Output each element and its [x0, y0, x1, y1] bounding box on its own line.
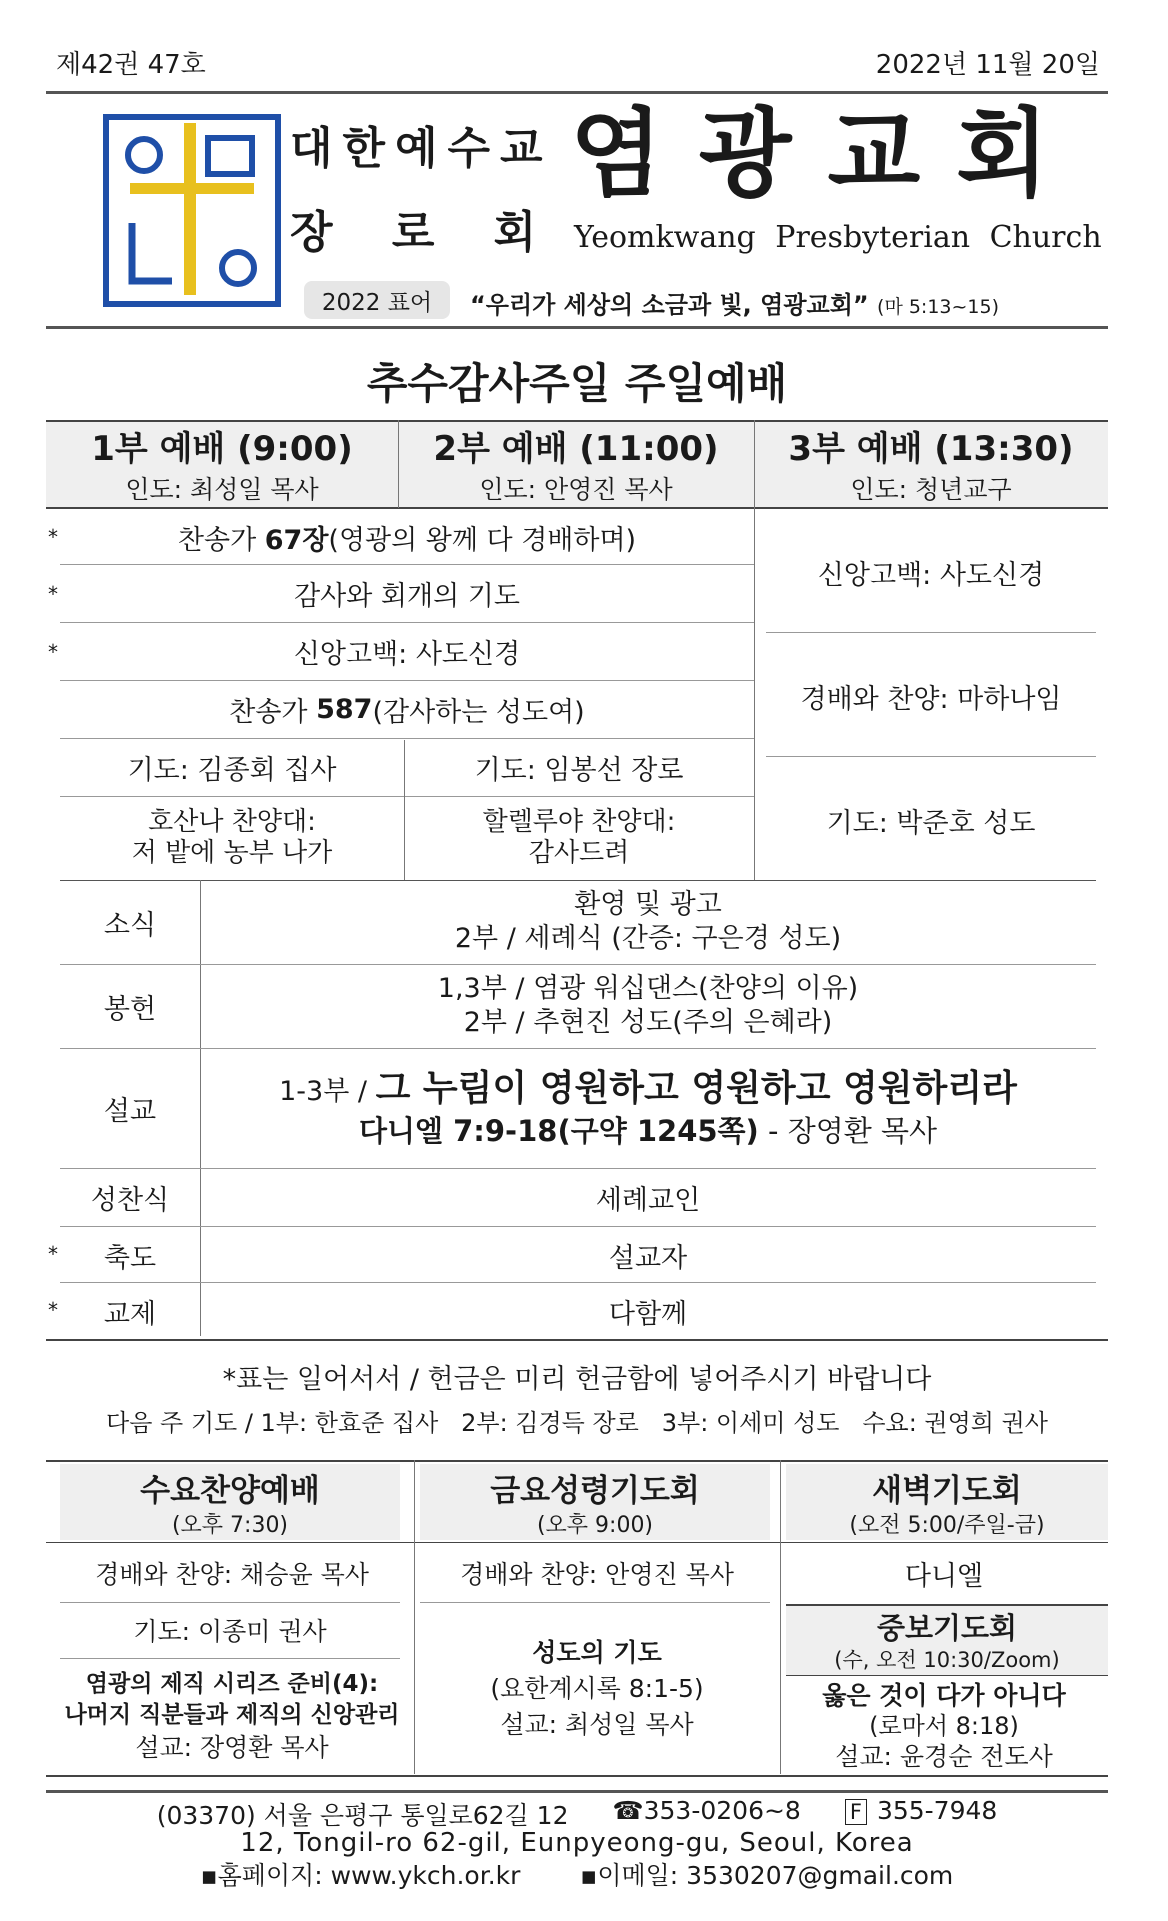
wed-praise: 경배와 찬양: 채승윤 목사 — [95, 1560, 369, 1589]
denomination-line1: 대한예수교 — [290, 123, 553, 174]
fri-rule-1 — [420, 1602, 770, 1603]
creed: 신앙고백: 사도신경 — [293, 638, 521, 670]
news-label: 소식 — [103, 909, 157, 941]
benediction-label: 축도 — [103, 1242, 157, 1274]
homepage-link[interactable]: ▪홈페이지: www.ykch.or.kr — [200, 1861, 521, 1890]
offering-line-2: 2부 / 추현진 성도(주의 은혜라) — [463, 1007, 833, 1038]
order-end-rule — [46, 1339, 1108, 1341]
motto-label: 2022 표어 — [304, 281, 450, 319]
choir-1-name: 호산나 찬양대: — [148, 806, 316, 837]
footer-line-3 — [46, 1856, 1108, 1890]
next-week-prayer: 다음 주 기도 / 1부: 한효준 집사 2부: 김경득 장로 3부: 이세미 성도 수요: 권영희 권사 — [106, 1408, 1048, 1437]
hymn-1-title: (영광의 왕께 다 경배하며) — [328, 524, 637, 556]
order-rule-2 — [60, 622, 754, 623]
sermon-title: 그 누림이 영원하고 영원하고 영원하리라 — [375, 1067, 1017, 1109]
wed-time: (오후 7:30) — [171, 1512, 289, 1538]
prayer-divider — [404, 740, 405, 880]
fax — [845, 1796, 997, 1830]
dawn-time: (오전 5:00/주일-금) — [849, 1512, 1045, 1538]
inter-time: (수, 오전 10:30/Zoom) — [834, 1648, 1060, 1672]
address-en: 12, Tongil-ro 62-gil, Eunpyeong-gu, Seoul, Korea — [240, 1828, 914, 1858]
fri-time: (오후 9:00) — [536, 1512, 654, 1538]
third-rule-1 — [766, 632, 1096, 633]
row-rule-1 — [60, 964, 1096, 965]
third-creed: 신앙고백: 사도신경 — [817, 559, 1045, 591]
row-rule-4 — [60, 1226, 1096, 1227]
church-logo — [102, 113, 282, 308]
fri-preacher: 설교: 최성일 목사 — [500, 1710, 694, 1740]
order-rule-4 — [60, 738, 754, 739]
offering-label: 봉헌 — [103, 993, 157, 1025]
hymn-2-number: 587 — [316, 693, 373, 725]
email-link[interactable]: ▪이메일: 3530207@gmail.com — [580, 1861, 954, 1890]
standing-note: *표는 일어서서 / 헌금은 미리 헌금함에 넣어주시기 바랍니다 — [222, 1363, 932, 1395]
inter-title: 중보기도회 — [876, 1610, 1018, 1645]
service-3-leader: 인도: 청년교구 — [850, 475, 1012, 504]
fax-icon: F — [845, 1799, 867, 1825]
third-prayer: 기도: 박준호 성도 — [826, 807, 1036, 839]
motto-text — [470, 285, 999, 320]
row-rule-3 — [60, 1168, 1096, 1169]
hymn-2-prefix: 찬송가 — [229, 696, 317, 728]
hymn-1-number: 67장 — [264, 524, 329, 556]
logo-cross-icon — [102, 113, 282, 308]
news — [200, 882, 1096, 962]
wed-prayer: 기도: 이종미 권사 — [133, 1617, 327, 1646]
sermon-title-line — [279, 1066, 1017, 1113]
choir-1-song: 저 밭에 농부 나가 — [131, 838, 333, 868]
hymn-1-prefix: 찬송가 — [177, 524, 265, 556]
benediction-value: 설교자 — [608, 1242, 688, 1274]
phone: ☎353-0206~8 — [612, 1796, 801, 1825]
sermon-text: 다니엘 7:9-18(구약 1245쪽) — [358, 1113, 759, 1148]
wed-rule-2 — [60, 1658, 400, 1659]
standing-mark: * — [48, 582, 58, 606]
sermon — [200, 1050, 1096, 1166]
choir-2-song: 감사드려 — [528, 838, 630, 868]
standing-mark: * — [48, 1242, 58, 1266]
weekday-top-rule — [46, 1460, 1108, 1462]
fax-number: 355-7948 — [876, 1796, 998, 1825]
hymn-2-title: (감사하는 성도여) — [372, 696, 585, 728]
church-name: 염광교회 — [570, 98, 1085, 210]
standing-mark: * — [48, 1298, 58, 1322]
fri-praise: 경배와 찬양: 안영진 목사 — [460, 1560, 734, 1589]
news-line-2: 2부 / 세례식 (간증: 구은경 성도) — [454, 923, 842, 954]
top-rule — [46, 91, 1108, 94]
hymn-2 — [60, 682, 754, 736]
communion-value: 세례교인 — [595, 1184, 701, 1216]
services-bottom-rule — [46, 507, 1108, 509]
fellowship-value: 다함께 — [608, 1298, 688, 1330]
inter-sermon — [780, 1678, 1108, 1774]
order-rule-3 — [60, 680, 754, 681]
row-rule-5 — [60, 1282, 1096, 1283]
fri-sermon — [414, 1606, 780, 1772]
hymn-1 — [60, 512, 754, 562]
communion-label: 성찬식 — [90, 1184, 170, 1216]
inter-preacher: 설교: 윤경순 전도사 — [835, 1742, 1053, 1771]
standing-mark: * — [48, 640, 58, 664]
church-name-en: Yeomkwang Presbyterian Church — [574, 220, 1102, 255]
weekday-header-rule — [46, 1542, 1108, 1543]
prayer-1: 기도: 김종회 집사 — [127, 754, 337, 786]
row-rule-2 — [60, 1048, 1096, 1049]
header-rule — [46, 326, 1108, 329]
inter-ref: (로마서 8:18) — [869, 1712, 1019, 1740]
denomination-line2: 장 로 회 — [290, 207, 559, 258]
choir-2-name: 할렐루야 찬양대: — [482, 806, 676, 837]
issue-volume: 제42권 47호 — [56, 50, 206, 80]
service-1-title: 1부 예배 (9:00) — [91, 428, 353, 469]
issue-date: 2022년 11월 20일 — [875, 50, 1100, 80]
footer-line-1 — [46, 1796, 1108, 1830]
third-service-divider — [754, 508, 755, 880]
news-line-1: 환영 및 광고 — [574, 889, 722, 921]
sermon-text-line — [359, 1113, 937, 1151]
wed-series-subtitle: 나머지 직분들과 제직의 신앙관리 — [64, 1702, 400, 1729]
third-rule-2 — [766, 756, 1096, 757]
order-bottom-rule — [60, 880, 1096, 881]
wed-title: 수요찬양예배 — [140, 1472, 320, 1509]
sermon-label: 설교 — [103, 1095, 157, 1127]
fri-topic: 성도의 기도 — [532, 1637, 662, 1667]
service-1-leader: 인도: 최성일 목사 — [125, 475, 319, 504]
wed-preacher: 설교: 장영환 목사 — [135, 1733, 329, 1763]
order-rule-5 — [60, 796, 754, 797]
standing-mark: * — [48, 525, 58, 549]
footer-rule — [46, 1790, 1108, 1793]
offering — [200, 966, 1096, 1046]
service-2-leader: 인도: 안영진 목사 — [479, 475, 673, 504]
offering-line-1: 1,3부 / 염광 워십댄스(찬양의 이유) — [437, 973, 859, 1005]
choir-2 — [404, 798, 754, 878]
wed-rule-1 — [60, 1602, 400, 1603]
sermon-prefix: 1-3부 / — [279, 1075, 376, 1107]
choir-1 — [60, 798, 404, 878]
thanks-prayer: 감사와 회개의 기도 — [294, 580, 520, 612]
dawn-book: 다니엘 — [904, 1560, 984, 1592]
order-rule-1 — [60, 564, 754, 565]
wed-series — [50, 1662, 414, 1772]
inter-topic: 옳은 것이 다가 아니다 — [822, 1680, 1066, 1710]
motto-quote: “우리가 세상의 소금과 빛, 염광교회” — [470, 291, 869, 319]
weekday-bottom-rule — [46, 1775, 1108, 1777]
address-kr: (03370) 서울 은평구 통일로62길 12 — [156, 1801, 569, 1830]
fellowship-label: 교제 — [103, 1298, 157, 1330]
sermon-preacher: - 장영환 목사 — [758, 1113, 938, 1148]
dawn-title: 새벽기도회 — [872, 1472, 1022, 1509]
prayer-2: 기도: 임봉선 장로 — [474, 754, 684, 786]
wed-series-title: 염광의 제직 시리즈 준비(4): — [85, 1671, 379, 1698]
service-3-title: 3부 예배 (13:30) — [788, 428, 1074, 469]
motto-ref: (마 5:13~15) — [877, 296, 1000, 318]
fri-title: 금요성령기도회 — [490, 1472, 700, 1509]
fri-ref: (요한계시록 8:1-5) — [490, 1673, 704, 1703]
service-2-title: 2부 예배 (11:00) — [433, 428, 719, 469]
third-praise: 경배와 찬양: 마하나임 — [800, 683, 1062, 715]
service-title: 추수감사주일 주일예배 — [366, 359, 788, 408]
